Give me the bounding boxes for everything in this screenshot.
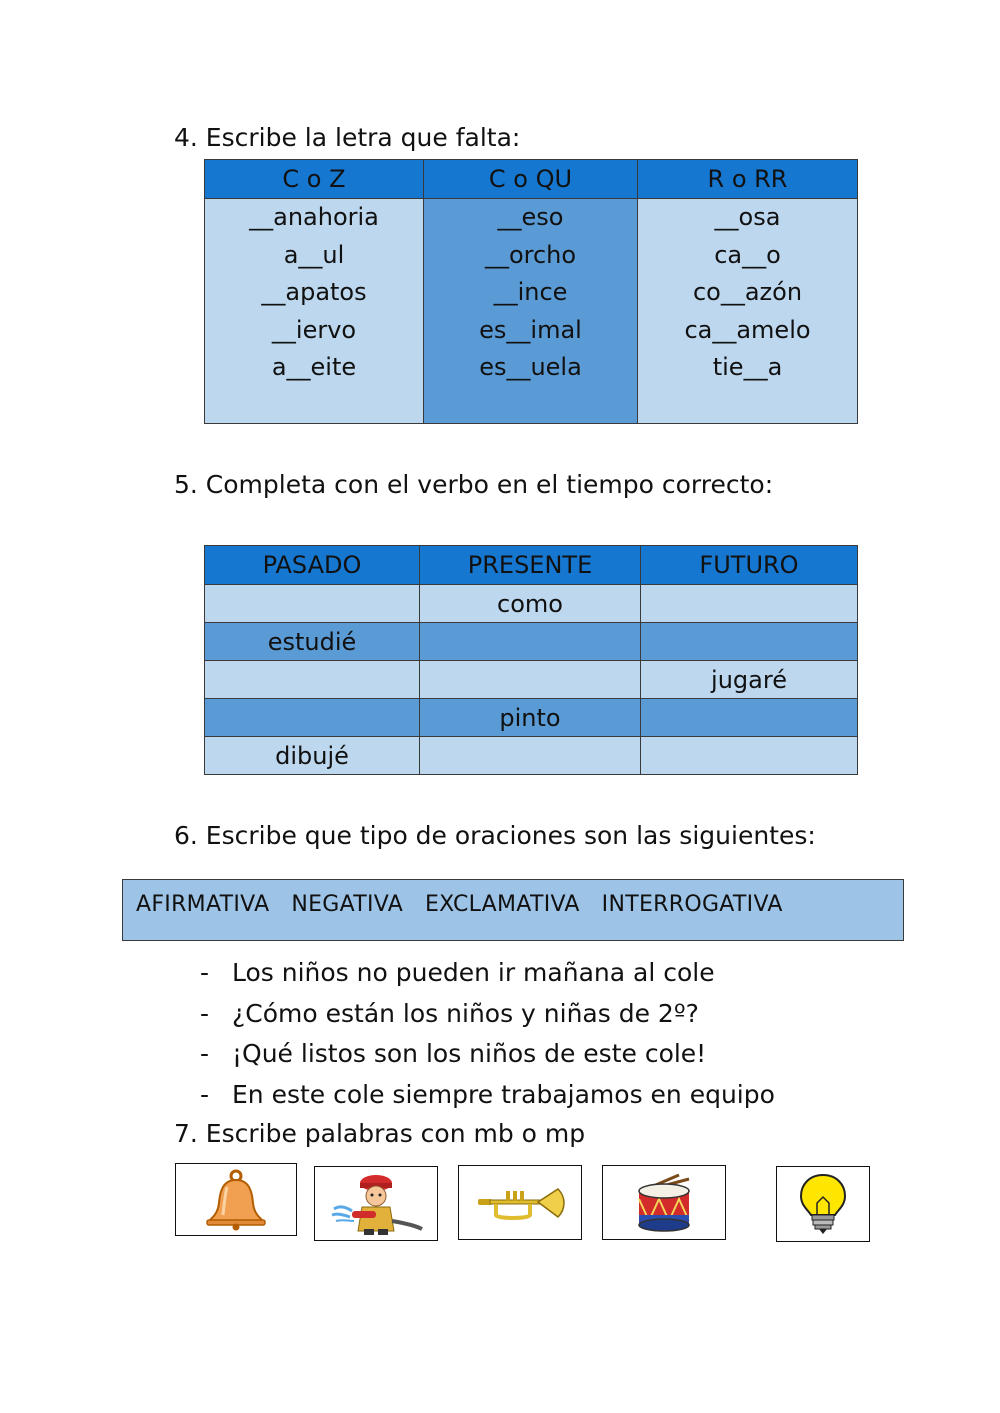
answer-cell[interactable] [420,623,641,661]
word-column-c-z [205,199,424,424]
answer-cell[interactable] [641,699,858,737]
picture-box-firefighter [314,1166,438,1241]
answer-cell[interactable] [205,661,420,699]
type-label: INTERROGATIVA [601,892,783,917]
list-item [200,953,775,994]
type-label: EXCLAMATIVA [424,892,580,917]
list-item [200,994,775,1035]
word-item: co__azón [692,278,803,306]
word-item: a__eite [271,353,357,381]
word-item: a__ul [283,240,345,269]
column-header: R o RR [638,160,858,199]
word-column-c-qu [424,199,638,424]
word-item: ca__amelo [684,315,811,344]
verb-cell: como [420,585,641,623]
answer-cell[interactable] [641,585,858,623]
picture-box-bell [175,1163,297,1236]
table-row [205,623,858,661]
firefighter-icon [326,1171,426,1237]
answer-cell[interactable] [420,737,641,775]
verb-cell: jugaré [641,661,858,699]
word-column-r-rr [638,199,858,424]
sentence-list [200,953,775,1115]
picture-box-trumpet [458,1165,582,1240]
column-header: PRESENTE [420,546,641,585]
word-item: __iervo [271,315,357,344]
bell-icon [201,1169,271,1231]
list-dash: - [200,1079,210,1109]
word-item: __orcho [484,240,577,269]
column-header: C o QU [424,160,638,199]
table-row [205,737,858,775]
word-item: __apatos [261,278,367,306]
column-header: FUTURO [641,546,858,585]
list-item [200,1075,775,1116]
table-row [205,699,858,737]
answer-cell[interactable] [420,661,641,699]
sentence-text: En este cole siempre trabajamos en equipo [232,1079,775,1109]
list-item [200,1034,775,1075]
picture-box-drum [602,1165,726,1240]
word-item: __anahoria [249,203,379,231]
word-item: __ince [493,278,568,306]
picture-box-light-bulb [776,1166,870,1242]
word-item: es__imal [479,315,582,344]
sentence-text: ¿Cómo están los niños y niñas de 2º? [232,998,699,1028]
verb-tense-table [204,545,858,775]
exercise-4-title: 4. Escribe la letra que falta: [174,123,521,152]
exercise-5-title: 5. Completa con el verbo en el tiempo correcto: [174,470,774,499]
sentence-text: Los niños no pueden ir mañana al cole [232,958,715,987]
type-label: AFIRMATIVA [136,892,270,917]
answer-cell[interactable] [641,737,858,775]
answer-cell[interactable] [205,585,420,623]
exercise-6-title: 6. Escribe que tipo de oraciones son las siguientes: [174,821,816,850]
missing-letter-table [204,159,858,424]
exercise-7-title: 7. Escribe palabras con mb o mp [174,1119,586,1148]
light-bulb-icon [793,1171,853,1237]
column-header: PASADO [205,546,420,585]
table-row [205,661,858,699]
word-item: es__uela [479,353,582,381]
verb-cell: estudié [205,623,420,661]
word-item: ca__o [714,240,781,269]
word-item: __eso [497,203,564,231]
word-item: __osa [714,203,781,231]
sentence-text: ¡Qué listos son los niños de este cole! [232,1039,707,1068]
list-dash: - [200,958,210,987]
drum-icon [629,1171,699,1235]
word-item: tie__a [712,353,783,381]
column-header: C o Z [205,160,424,199]
answer-cell[interactable] [205,699,420,737]
sentence-types-box [122,879,904,941]
list-dash: - [200,998,210,1028]
trumpet-icon [470,1175,570,1231]
verb-cell: pinto [420,699,641,737]
list-dash: - [200,1039,210,1068]
table-row [205,585,858,623]
type-label: NEGATIVA [291,892,404,917]
answer-cell[interactable] [641,623,858,661]
verb-cell: dibujé [205,737,420,775]
